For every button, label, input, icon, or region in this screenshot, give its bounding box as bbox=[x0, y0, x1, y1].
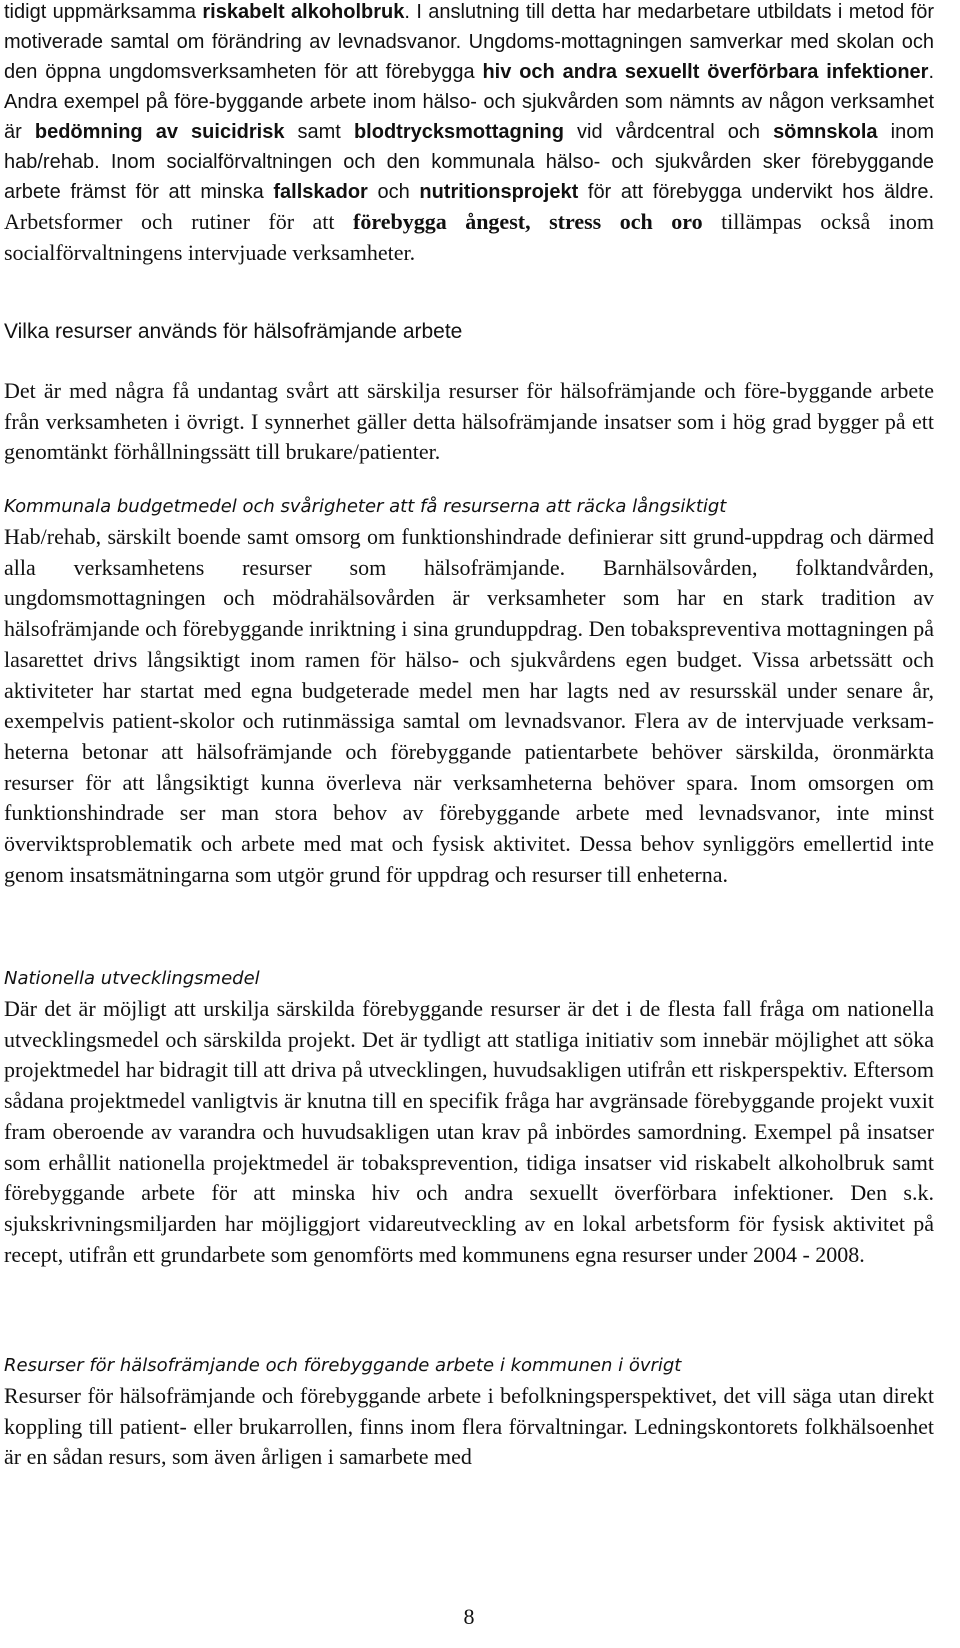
section-national-text: Där det är möjligt att urskilja särskilda förebyggande resurser är det i de flesta fall fråga om nationella utvecklingsmedel och särskilda projekt. Det är tydligt att statliga initiativ som innebär möjlighet att söka projektmedel har bidragit till att driva på utvecklingen, huvudsakligen utifrån ett riskperspektiv. Eftersom sådana projektmedel vanligtvis är knutna till en specifik fråga har avgränsade förebyggande projekt vuxit fram oberoende av varandra och huvudsakligen utan krav på inbördes samordning. Exempel på insatser som erhållit nationella projektmedel är tobaksprevention, tidiga insatser vid riskabelt alkoholbruk samt förebyggande arbete för att minska hiv och andra sexuellt överförbara infektioner. Den s.k. sjukskrivningsmiljarden har möjliggjort vidareutveckling av en lokal arbetsform för fysisk aktivitet på recept, utifrån ett grundarbete som genomförts med kommunens egna resurser under 2004 - 2008. bbox=[4, 996, 934, 1267]
section-heading-budget: Kommunala budgetmedel och svårigheter att få resurserna att räcka långsiktigt bbox=[4, 496, 727, 517]
intro-social-2: och bbox=[367, 181, 420, 203]
section-resources-text: Det är med några få undantag svårt att särskilja resurser för hälsofrämjande och före-byggande arbete från verksamheten i övrigt. I synnerhet gäller detta hälsofrämjande insatser som i hög grad bygger på ett genomtänkt förhållningssätt till brukare/patienter. bbox=[4, 378, 934, 465]
intro-text-2: . I anslutning till detta har medarbetare utbildats i metod för motiverade samtal om förändring av levnadsvanor. Ungdoms-mottagningen samverkar med skolan och den öppna ungdomsverksamheten för att förebygga bbox=[4, 1, 934, 83]
intro-serif-2: tillämpas också inom socialförvaltningens intervjuade verksamheter. bbox=[4, 209, 935, 265]
intro-bold-sleep: sömnskola bbox=[773, 121, 878, 143]
intro-bold-hiv: hiv och andra sexuellt överförbara infektioner bbox=[482, 61, 929, 83]
section-municipality-text: Resurser för hälsofrämjande och förebyggande arbete i befolkningsperspektivet, det vill säga utan direkt koppling till patient- eller brukarrollen, finns inom flera förvaltningar. Ledningskontorets folkhälsoenhet är en sådan resurs, som även årligen i samarbete med bbox=[4, 1383, 934, 1470]
section-heading-municipality: Resurser för hälsofrämjande och förebyggande arbete i kommunen i övrigt bbox=[4, 1355, 682, 1376]
intro-text-3: . Andra exempel på före-byggande arbete inom hälso- och sjukvården som nämnts av någon verksamhet är bbox=[4, 61, 934, 143]
intro-text-4: samt bbox=[284, 121, 354, 143]
intro-bold-nutrition: nutritionsprojekt bbox=[419, 181, 579, 203]
intro-bold-falls: fallskador bbox=[273, 181, 368, 203]
section-heading-resources: Vilka resurser används för hälsofrämjande arbete bbox=[4, 320, 463, 343]
intro-bold-alcohol: riskabelt alkoholbruk bbox=[202, 1, 405, 23]
intro-bold-anxiety: förebygga ångest, stress och oro bbox=[353, 209, 703, 234]
intro-social-3: för att förebygga undervikt hos äldre. bbox=[578, 181, 934, 203]
intro-text-6: inom hab/rehab. bbox=[4, 121, 934, 173]
intro-social-1: Inom socialförvaltningen och den kommunala hälso- och sjukvården sker förebyggande arbete främst för att minska bbox=[4, 151, 934, 203]
intro-text-1: tidigt uppmärksamma bbox=[4, 1, 203, 23]
intro-paragraph bbox=[4, 0, 934, 269]
intro-text-5: vid vårdcentral och bbox=[563, 121, 774, 143]
intro-bold-bloodpressure: blodtrycksmottagning bbox=[353, 121, 564, 143]
page-number: 8 bbox=[463, 1604, 475, 1629]
section-heading-national: Nationella utvecklingsmedel bbox=[4, 968, 260, 989]
intro-serif-1: Arbetsformer och rutiner för att bbox=[4, 209, 354, 234]
intro-bold-suicide: bedömning av suicidrisk bbox=[34, 121, 285, 143]
section-budget-text: Hab/rehab, särskilt boende samt omsorg om funktionshindrade definierar sitt grund-uppdrag och därmed alla verksamhetens resurser som hälsofrämjande. Barnhälsovården, folktandvården, ungdomsmottagningen och mödrahälsovården är verksamheter som har en stark tradition av hälsofrämjande och förebyggande inriktning i sina grunduppdrag. Den tobakspreventiva mottagningen på lasarettet drivs långsiktigt inom ramen för hälso- och sjukvårdens egen budget. Vissa arbetssätt och aktiviteter har startat med egna budgeterade medel men har lagts ned av resursskäl under senare år, exempelvis patient-skolor och rutinmässiga samtal om levnadsvanor. Flera av de intervjuade verksam-heterna betonar att hälsofrämjande och förebyggande patientarbete behöver särskilda, öronmärkta resurser för att långsiktigt kunna överleva när verksamheterna behöver spara. Inom omsorgen om funktionshindrade ser man stora behov av förebyggande arbete med levnadsvanor, inte minst överviktsproblematik och arbete med mat och fysisk aktivitet. Dessa behov synliggörs emellertid inte genom insatsmätningarna som utgör grund för uppdrag och resurser till enheterna. bbox=[4, 524, 934, 887]
